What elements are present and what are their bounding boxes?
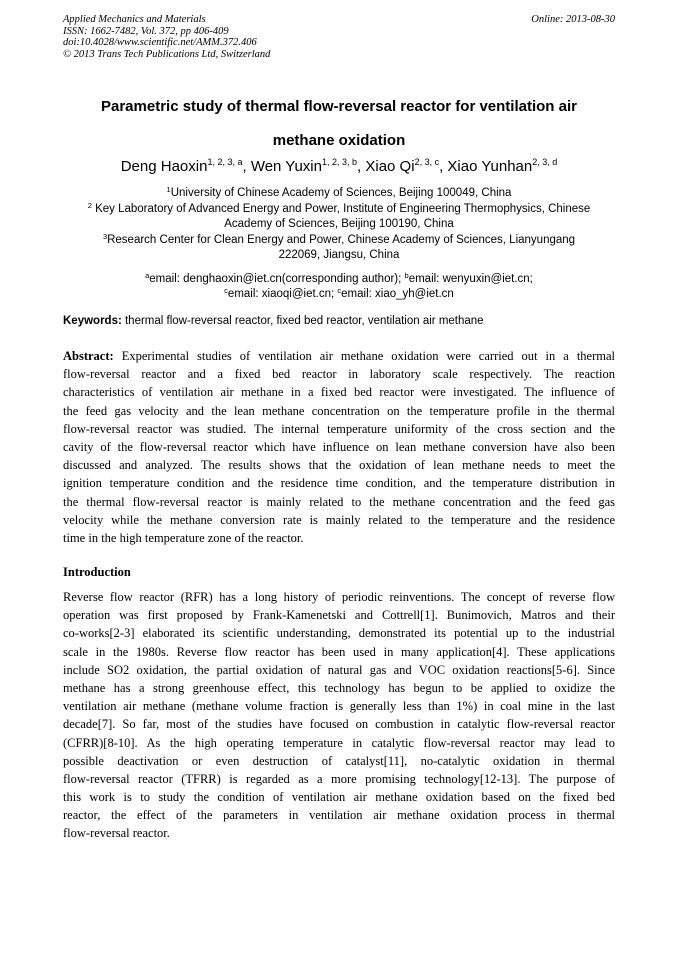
introduction-body <box>63 588 615 843</box>
intro-line: decade[7]. So far, most of the studies have focused on combustion in catalytic flow-reversal reactor <box>63 717 615 732</box>
paper-title <box>40 90 638 158</box>
journal-header <box>63 14 270 60</box>
intro-line: reactor, the effect of the parameters in ventilation air methane oxidation process in thermal <box>63 808 615 823</box>
abstract-line: flow-reversal reactor and a fixed bed reactor in laboratory scale respectively. The reaction <box>63 367 615 382</box>
abstract-line: ignition temperature condition and the residence time condition, and the temperature distribution in <box>63 476 615 491</box>
author-affil-sup: 2, 3, d <box>532 157 558 167</box>
abstract-line: the feed gas velocity and the lean methane concentration on the temperature profile in the thermal <box>63 403 615 418</box>
intro-line: include SO2 oxidation, the partial oxidation of natural gas and VOC oxidation reactions[5-6]. Since <box>63 662 615 677</box>
intro-line: ventilation air methane (methane volume fraction is generally less than 1%) in coal mine in the last <box>63 699 615 714</box>
keywords-text: thermal flow-reversal reactor, fixed bed reactor, ventilation air methane <box>121 315 484 327</box>
abstract-line: velocity while the methane conversion rate is mainly related to the temperature and the residence <box>63 512 615 527</box>
online-date <box>531 14 615 26</box>
issn-line: ISSN: 1662-7482, Vol. 372, pp 406-409 <box>63 25 229 37</box>
abstract-line: cavity of the flow-reversal reactor which have influence on lean methane conversion have also been <box>63 439 615 454</box>
doi-line: doi:10.4028/www.scientific.net/AMM.372.406 <box>63 37 257 48</box>
section-heading-introduction: Introduction <box>63 565 131 579</box>
author-affil-sup: 1, 2, 3, b <box>321 157 358 167</box>
affiliation-3-cont: 222069, Jiangsu, China <box>278 249 400 261</box>
affiliation-2: $^2$ Key Laboratory of Advanced Energy and Power, Institute of Engineering Thermophysics, Chinese <box>87 200 591 215</box>
abstract-line: characteristics of ventilation air methane in a fixed bed reactor were investigated. The influence of <box>63 385 615 400</box>
author-affil-sup: 2, 3, c <box>414 157 440 167</box>
affiliation-2-cont: Academy of Sciences, Beijing 100190, China <box>224 218 454 230</box>
intro-line: Reverse flow reactor (RFR) has a long history of periodic reinventions. The concept of reverse flow <box>63 590 615 604</box>
intro-line: possible deactivation or even destruction of catalyst[11], no-catalytic oxidation in thermal <box>63 753 615 768</box>
keywords <box>63 314 623 329</box>
abstract-line: flow-reversal reactor was studied. The internal temperature uniformity of the cross section and the <box>63 421 615 436</box>
abstract-label: Abstract: <box>63 349 114 363</box>
abstract-line: Abstract: Experimental studies of ventilation air methane oxidation were carried out in a thermal <box>63 349 615 363</box>
abstract-line: discussed and analyzed. The results shows that the oxidation of lean methane needs to meet the <box>63 458 615 473</box>
title-line-2: methane oxidation <box>272 132 406 149</box>
affiliations <box>50 186 628 264</box>
intro-line: (CFRR)[8-10]. As the high operating temperature in catalytic flow-reversal reactor may lead to <box>63 735 615 750</box>
author-name: Xiao Qi <box>365 158 415 175</box>
affiliation-1: $^1$University of Chinese Academy of Sciences, Beijing 100049, China <box>166 185 512 199</box>
intro-line: flow-reversal reactor. <box>63 826 170 841</box>
author-emails <box>50 272 628 302</box>
email-line-2: $^c$email: xiaoqi@iet.cn; $^c$email: xiao_yh@iet.cn <box>224 286 454 300</box>
title-line-1: Parametric study of thermal flow-reversal reactor for ventilation air <box>101 98 577 115</box>
author-name: Wen Yuxin <box>250 158 322 175</box>
keywords-label: Keywords: <box>63 315 122 327</box>
author-list: Deng Haoxin$^{1, 2, 3, a}$, Wen Yuxin$^{1, 2, 3, b}$, Xiao Qi$^{2, 3, c}$, Xiao Yunhan$^{2, 3, d}$ <box>120 157 558 175</box>
intro-line: this work is to study the condition of ventilation air methane oxidation based on the fixed bed <box>63 790 615 805</box>
copyright-line: © 2013 Trans Tech Publications Ltd, Switzerland <box>63 48 271 60</box>
author-name: Xiao Yunhan <box>447 158 533 175</box>
abstract-line: time in the high temperature zone of the reactor. <box>63 530 304 545</box>
author-affil-sup: 1, 2, 3, a <box>207 157 243 167</box>
author-name: Deng Haoxin <box>120 158 208 175</box>
abstract <box>63 347 615 547</box>
affiliation-3: $^3$Research Center for Clean Energy and Power, Chinese Academy of Sciences, Lianyungang <box>102 231 576 246</box>
journal-name: Applied Mechanics and Materials <box>63 14 206 25</box>
abstract-line: the thermal flow-reversal reactor is mainly related to the methane concentration and the feed gas <box>63 494 615 509</box>
email-line-1: $^a$email: denghaoxin@iet.cn(corresponding author); $^b$email: wenyuxin@iet.cn; <box>145 271 533 285</box>
online-date-text: Online: 2013-08-30 <box>531 14 615 25</box>
intro-line: scale in the 1980s. Reverse flow reactor has been used in many application[4]. These applications <box>63 644 615 659</box>
intro-line: flow-reversal reactor (TFRR) is regarded as a more promising technology[12-13]. The purpose of <box>63 771 615 786</box>
intro-line: co-works[2-3] elaborated its scientific understanding, demonstrated its potential up to the industrial <box>63 626 615 641</box>
intro-line: methane has a strong greenhouse effect, this technology has begun to be applied to oxidize the <box>63 680 615 695</box>
intro-line: operation was first proposed by Frank-Kamenetski and Cottrell[1]. Bunimovich, Matros and their <box>63 608 615 623</box>
